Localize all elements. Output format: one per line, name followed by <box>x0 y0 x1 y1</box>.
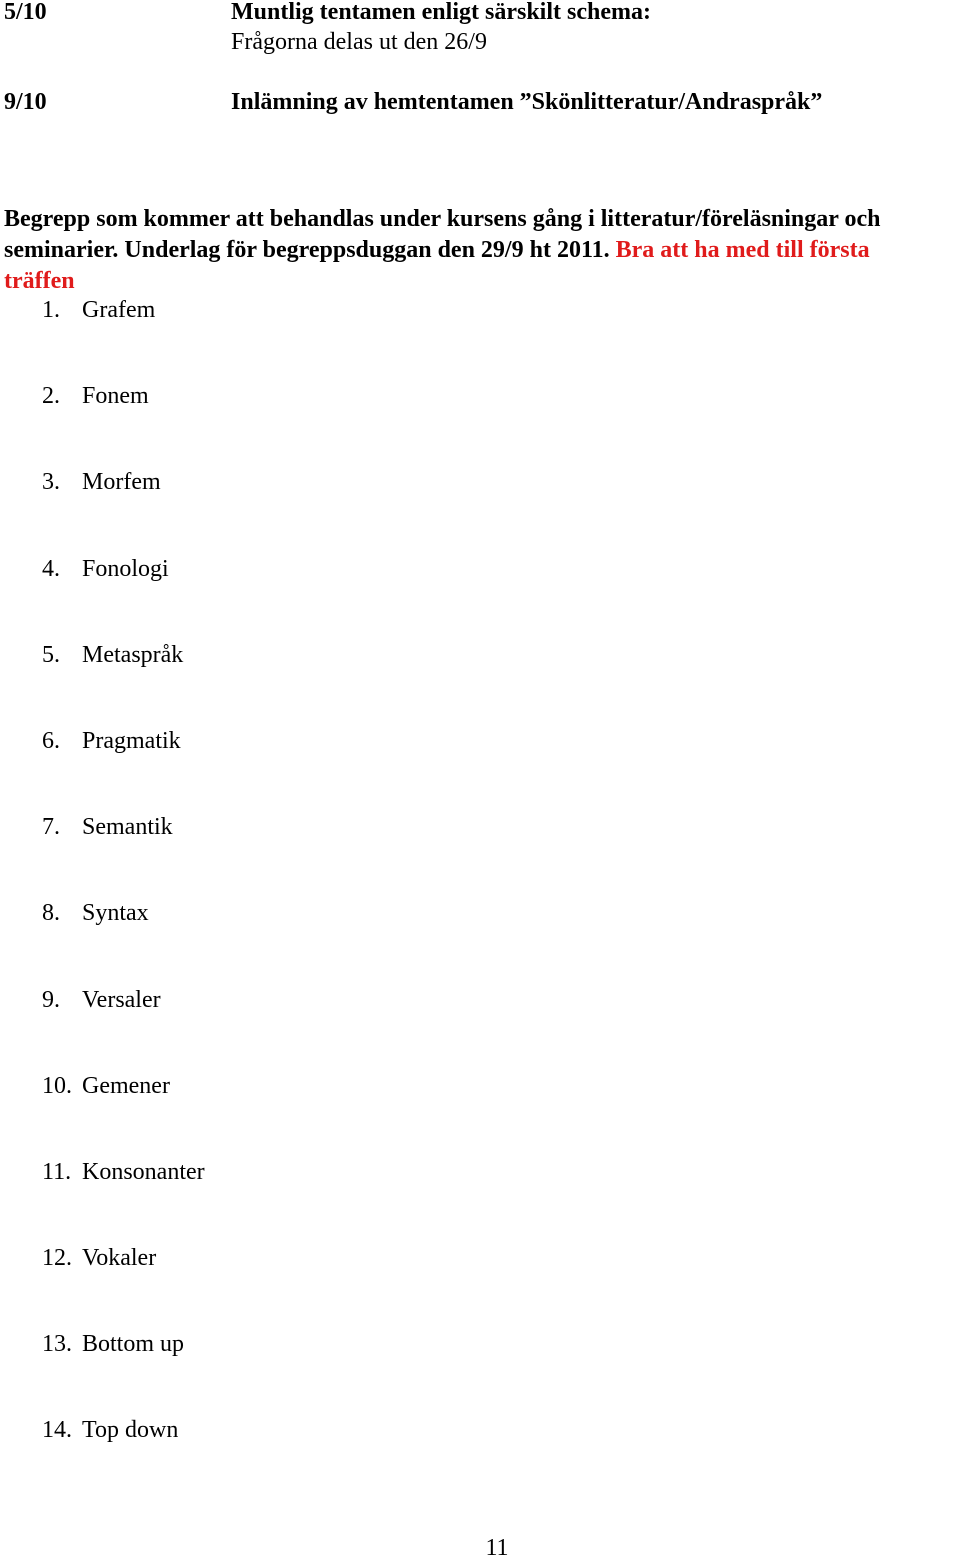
intro-line-2-text: seminarier. Underlag för begreppsduggan den 29/9 ht 2011. <box>4 237 616 263</box>
list-item-label: Metaspråk <box>82 641 184 668</box>
list-item-label: Versaler <box>82 986 161 1013</box>
schedule-date: 9/10 <box>4 89 47 115</box>
list-item-number: 11. <box>42 1158 72 1185</box>
intro-highlight-continuation: träffen <box>4 268 75 294</box>
list-item-number: 2. <box>42 383 60 410</box>
list-item-number: 3. <box>42 469 60 496</box>
list-item-label: Semantik <box>82 814 173 841</box>
list-item-number: 13. <box>42 1331 72 1358</box>
list-item-label: Grafem <box>82 297 156 323</box>
list-item-number: 5. <box>42 641 60 668</box>
list-item-number: 14. <box>42 1417 72 1444</box>
intro-highlight-text: Bra att ha med till första <box>615 237 870 263</box>
schedule-date: 5/10 <box>4 0 47 25</box>
concepts-intro-paragraph <box>4 204 960 297</box>
list-item-label: Bottom up <box>82 1331 185 1358</box>
list-item-label: Gemener <box>82 1072 170 1099</box>
intro-line-2 <box>4 235 960 266</box>
list-item-number: 6. <box>42 727 60 754</box>
intro-line-1: Begrepp som kommer att behandlas under kursens gång i litteratur/föreläsningar och <box>4 206 881 232</box>
list-item-label: Konsonanter <box>82 1158 205 1185</box>
list-item-label: Vokaler <box>82 1245 157 1272</box>
list-item-label: Syntax <box>82 900 149 927</box>
list-item-number: 8. <box>42 900 60 927</box>
list-item-number: 12. <box>42 1245 72 1272</box>
list-item-number: 9. <box>42 986 60 1013</box>
list-item-label: Fonologi <box>82 555 169 582</box>
list-item-label: Pragmatik <box>82 727 181 754</box>
schedule-title: Inlämning av hemtentamen ”Skönlitteratur/Andraspråk” <box>231 89 823 115</box>
list-item-label: Morfem <box>82 469 161 496</box>
list-item-number: 4. <box>42 555 60 582</box>
list-item-number: 1. <box>42 297 60 323</box>
list-item-number: 10. <box>42 1072 72 1099</box>
list-item-number: 7. <box>42 814 60 841</box>
list-item-label: Fonem <box>82 383 149 410</box>
schedule-title: Muntlig tentamen enligt särskilt schema: <box>231 0 651 25</box>
schedule-subtitle: Frågorna delas ut den 26/9 <box>231 29 487 55</box>
list-item-label: Top down <box>82 1417 179 1444</box>
page-number: 11 <box>485 1535 509 1561</box>
